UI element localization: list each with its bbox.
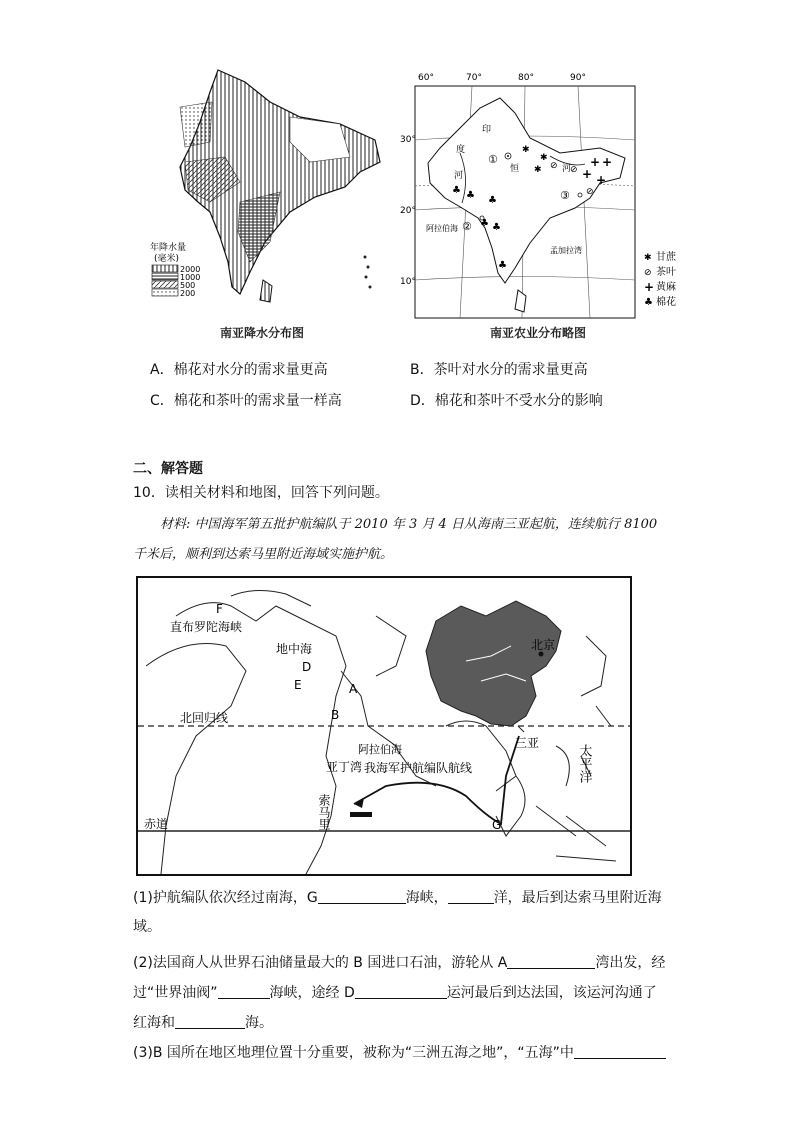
agriculture-map [400,68,682,324]
label-gulf-of-aden: 亚丁湾 [326,760,363,774]
label-G: G [492,818,502,832]
question-3-line-1 [133,1044,666,1062]
q2-blank-canal[interactable] [355,984,447,999]
svg-text:♣: ♣ [498,260,507,271]
legend-unit: (毫米) [154,254,180,264]
question-2-line-1 [133,954,665,972]
svg-text:♣: ♣ [452,185,461,196]
q2-text-f: 红海和 [133,1015,175,1031]
svg-text:⊘: ⊘ [550,161,558,171]
lon-tick-60: 60° [418,73,434,83]
q1-text-c: 洋，最后到达索马里附近海 [493,890,662,906]
svg-text:♣: ♣ [466,190,475,201]
q2-blank-gulf[interactable] [507,954,595,969]
label-he-indus: 河 [454,171,464,181]
label-somalia: 索马里 [317,794,331,830]
svg-text:♣: ♣ [492,222,501,233]
svg-text:+: + [582,167,593,181]
q2-text-d: 海峡，途经 D [269,985,355,1001]
label-beijing: 北京 [531,638,556,652]
label-he-ganges: 河 [562,164,572,174]
label-du: 度 [456,145,466,155]
rainfall-map-caption: 南亚降水分布图 [220,326,305,340]
label-gibraltar: 直布罗陀海峡 [170,620,243,634]
label-equator: 赤道 [144,817,169,831]
question-1-line-1 [133,889,662,907]
q2-blank-strait[interactable] [218,984,270,999]
lat-tick-10: 10° [400,277,416,287]
legend-level-1000: 1000 [180,273,201,282]
label-yin: 印 [482,125,492,135]
section-title: 二、解答题 [133,461,203,477]
legend-level-200: 200 [180,289,196,298]
legend-title: 年降水量 [150,243,187,253]
lon-tick-90: 90° [570,73,586,83]
marker-3: ③ [560,189,570,202]
lat-tick-30: 30° [400,135,416,145]
q1-text-b: 海峡， [405,890,448,906]
q2-text-c: 过“世界油阀” [133,985,218,1001]
label-arabian-sea: 阿拉伯海 [426,224,458,233]
question-2-line-3 [133,1014,273,1032]
svg-text:+: + [596,173,607,187]
option-b[interactable]: B．茶叶对水分的需求量更高 [410,362,588,378]
lat-tick-20: 20° [400,206,416,216]
svg-text:✱: ✱ [534,165,542,175]
q2-text-a: (2)法国商人从世界石油储量最大的 B 国进口石油，游轮从 A [133,955,508,971]
label-E: E [294,678,302,692]
label-bengal-bay: 孟加拉湾 [550,246,582,255]
legend-tea: 茶叶 [656,267,676,278]
legend-cotton: 棉花 [656,297,676,308]
svg-text:⊘: ⊘ [644,268,652,278]
question-2-line-2 [133,984,657,1002]
svg-text:⊘: ⊘ [570,165,578,175]
svg-text:♣: ♣ [488,195,497,206]
legend-level-500: 500 [180,281,196,290]
marker-1: ① [488,153,498,166]
rainfall-map [140,62,395,324]
label-D: D [302,660,312,674]
q3-text-a: (3)B 国所在地区地理位置十分重要，被称为“三洲五海之地”，“五海”中 [133,1045,574,1061]
label-B: B [331,708,340,722]
legend-jute: 黄麻 [656,282,676,293]
label-arabian-sea: 阿拉伯海 [358,743,402,756]
svg-text:+: + [590,155,601,169]
ship-icon [350,812,372,817]
label-mediterranean: 地中海 [276,642,313,656]
label-tropic: 北回归线 [180,711,229,725]
q2-text-e: 运河最后到达法国，该运河沟通了 [446,985,657,1001]
svg-text:✱: ✱ [522,145,530,155]
svg-text:✱: ✱ [644,253,652,263]
rainfall-legend [150,241,200,298]
q1-blank-ocean[interactable] [448,889,494,904]
label-route: 我海军护航编队航线 [364,761,473,775]
svg-text:+: + [602,155,613,169]
material-line-1: 材料: 中国海军第五批护航编队于 2010 年 3 月 4 日从海南三亚起航，连续航行 8100 [160,517,658,532]
label-sanya: 三亚 [515,736,540,750]
legend-level-2000: 2000 [180,265,201,274]
agriculture-map-caption: 南亚农业分布略图 [490,326,587,340]
label-F: F [216,602,223,616]
svg-text:♣: ♣ [644,297,653,308]
label-A: A [349,682,358,696]
question-10-stem: 10．读相关材料和地图，回答下列问题。 [133,485,389,501]
material-line-2: 千米后，顺利到达索马里附近海域实施护航。 [133,547,394,562]
agri-legend [644,250,677,308]
label-pacific: 太平洋 [576,744,592,783]
marker-2: ② [462,220,472,233]
lon-tick-80: 80° [518,73,534,83]
q2-blank-sea[interactable] [175,1014,245,1029]
svg-text:✱: ✱ [540,153,548,163]
option-c[interactable]: C．棉花和茶叶的需求量一样高 [150,393,342,409]
question-1-line-2: 域。 [133,919,161,935]
label-heng: 恒 [510,164,520,174]
svg-text:♣: ♣ [480,218,489,229]
q2-text-g: 海。 [245,1015,273,1031]
q2-text-b: 湾出发，经 [595,955,666,971]
q1-blank-strait[interactable] [318,889,406,904]
svg-text:+: + [644,280,655,294]
lon-tick-70: 70° [466,73,482,83]
svg-text:⊘: ⊘ [586,187,594,197]
q3-blank[interactable] [574,1044,666,1059]
legend-sugarcane: 甘蔗 [656,252,676,263]
option-a[interactable]: A．棉花对水分的需求量更高 [150,362,328,378]
option-d[interactable]: D．棉花和茶叶不受水分的影响 [410,393,603,409]
q1-text-a: (1)护航编队依次经过南海，G [133,890,318,906]
route-map [136,576,632,876]
